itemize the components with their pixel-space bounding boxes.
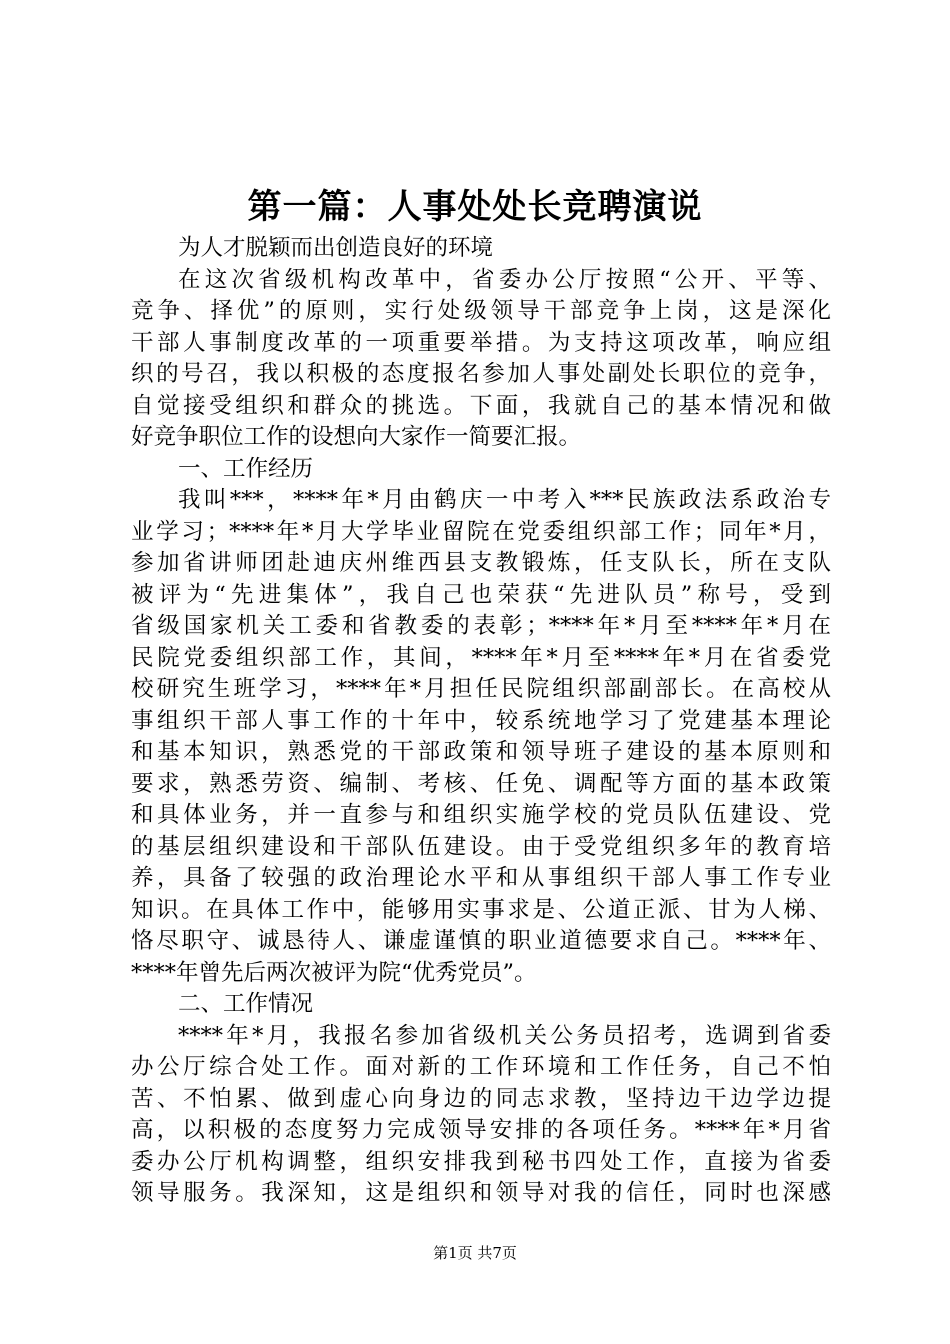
paragraph-line: 的基层组织建设和干部队伍建设。由于受党组织多年的教育培 <box>131 833 831 860</box>
paragraph-line: 养，具备了较强的政治理论水平和从事组织干部人事工作专业 <box>131 865 831 891</box>
paragraph-line: 和基本知识，熟悉党的干部政策和领导班子建设的基本原则和 <box>131 739 831 765</box>
paragraph-line: 业学习；****年*月大学毕业留院在党委组织部工作；同年*月， <box>131 518 831 545</box>
paragraph-line: 高，以积极的态度努力完成领导安排的各项任务。****年*月省 <box>131 1117 831 1143</box>
paragraph-line: 和具体业务，并一直参与和组织实施学校的党员队伍建设、党 <box>131 802 831 828</box>
subtitle-line: 为人才脱颖而出创造良好的环境 <box>178 235 494 261</box>
paragraph-line: 委办公厅机构调整，组织安排我到秘书四处工作，直接为省委 <box>131 1148 831 1175</box>
section-heading: 一、工作经历 <box>178 455 314 482</box>
paragraph-line: 我叫***，****年*月由鹤庆一中考入***民族政法系政治专 <box>178 487 831 513</box>
section-heading: 二、工作情况 <box>178 991 314 1017</box>
paragraph-line: 要求，熟悉劳资、编制、考核、任免、调配等方面的基本政策 <box>131 770 831 797</box>
paragraph-line: 被评为“先进集体”，我自己也荣获“先进队员”称号，受到 <box>131 581 831 608</box>
document-body <box>131 233 831 1210</box>
paragraph-line: 校研究生班学习，****年*月担任民院组织部副部长。在高校从 <box>131 676 831 702</box>
paragraph-line: 竞争、择优”的原则，实行处级领导干部竞争上岗，这是深化 <box>131 298 831 324</box>
paragraph-line: 自觉接受组织和群众的挑选。下面，我就自己的基本情况和做 <box>131 392 831 419</box>
paragraph-line: 在这次省级机构改革中，省委办公厅按照“公开、平等、 <box>178 266 831 293</box>
paragraph-line: 参加省讲师团赴迪庆州维西县支教锻炼，任支队长，所在支队 <box>131 550 831 576</box>
paragraph-line: ****年曾先后两次被评为院“优秀党员”。 <box>131 959 537 986</box>
paragraph-line: 知识。在具体工作中，能够用实事求是、公道正派、甘为人梯、 <box>131 896 831 923</box>
paragraph-line: 事组织干部人事工作的十年中，较系统地学习了党建基本理论 <box>131 707 831 734</box>
paragraph-line: 民院党委组织部工作，其间，****年*月至****年*月在省委党 <box>131 644 831 671</box>
paragraph-line: 领导服务。我深知，这是组织和领导对我的信任，同时也深感 <box>131 1180 831 1206</box>
paragraph-line: 办公厅综合处工作。面对新的工作环境和工作任务，自己不怕 <box>131 1054 831 1080</box>
paragraph-line: 恪尽职守、诚恳待人、谦虚谨慎的职业道德要求自己。****年、 <box>131 928 831 954</box>
paragraph-line: ****年*月，我报名参加省级机关公务员招考，选调到省委 <box>178 1022 831 1049</box>
paragraph-line: 织的号召，我以积极的态度报名参加人事处副处长职位的竞争， <box>131 361 831 387</box>
paragraph-line: 好竞争职位工作的设想向大家作一简要汇报。 <box>131 424 582 450</box>
document-title: 第一篇：人事处处长竞聘演说 <box>247 187 703 227</box>
paragraph-line: 苦、不怕累、做到虚心向身边的同志求教，坚持边干边学边提 <box>131 1085 831 1112</box>
paragraph-line: 省级国家机关工委和省教委的表彰；****年*月至****年*月在 <box>131 613 831 639</box>
page-number-footer: 第1页 共7页 <box>433 1244 517 1262</box>
paragraph-line: 干部人事制度改革的一项重要举措。为支持这项改革，响应组 <box>131 329 831 356</box>
